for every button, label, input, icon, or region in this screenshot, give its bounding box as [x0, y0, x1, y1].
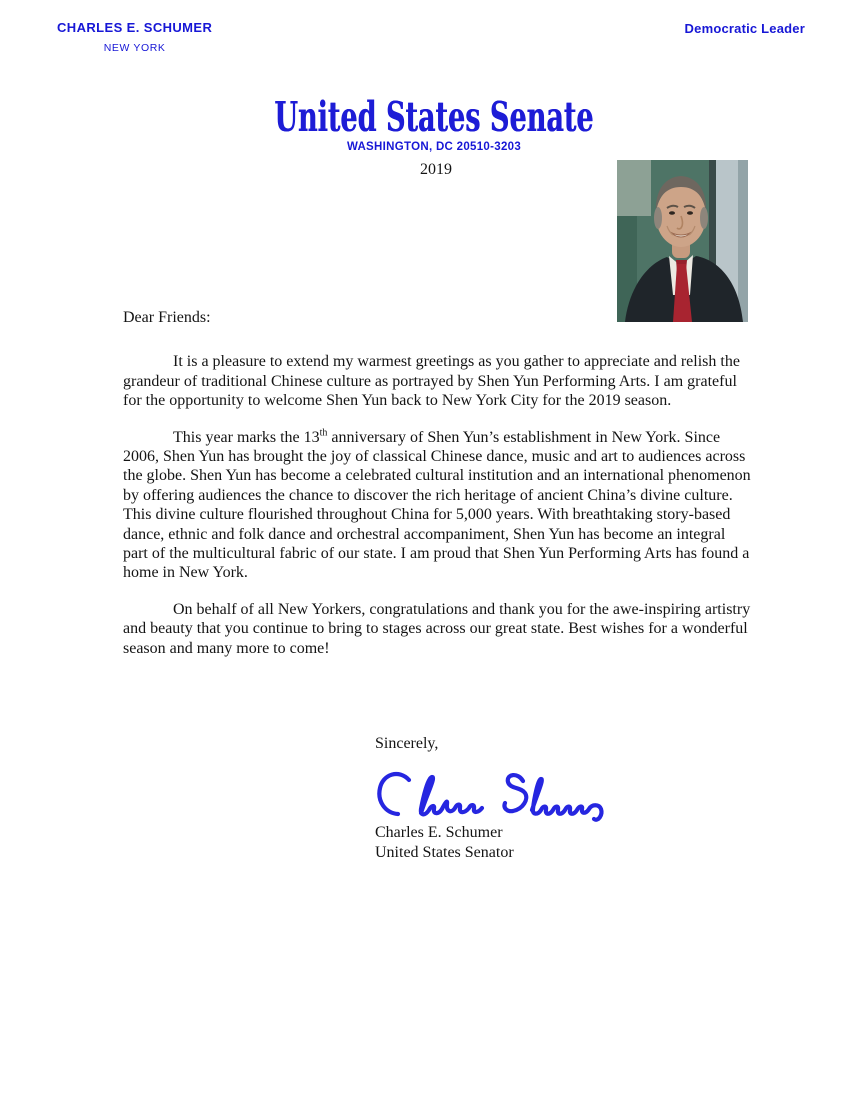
letter-date-year: 2019 — [420, 161, 452, 178]
sender-name: CHARLES E. SCHUMER — [57, 20, 213, 35]
sender-state: NEW YORK — [103, 42, 166, 54]
valediction: Sincerely, — [375, 735, 439, 752]
signature-scribble — [379, 774, 601, 820]
paragraph-1: It is a pleasure to extend my warmest greetings as you gather to appreciate and relish the grandeur of traditional Chinese culture as portrayed by Shen Yun Performing Arts. I am grateful for the opportunity to welcome Shen Yun back to New York City for the 2019 season. — [123, 353, 740, 410]
senator-portrait-photo — [617, 160, 748, 322]
paragraph-2-prefix: This year marks the 13 — [173, 428, 320, 446]
paragraph-2 — [123, 428, 751, 583]
paragraph-3: On behalf of all New Yorkers, congratulations and thank you for the awe-inspiring artistry and beauty that you continue to bring to stages across our great state. Best wishes for a wonderful season and many more to come! — [123, 600, 751, 657]
paragraph-2-rest: anniversary of Shen Yun’s establishment in New York. Since 2006, Shen Yun has brought the joy of classical Chinese dance, music and art to audiences across the globe. Shen Yun has become a celebrated cultural institution and an international phenomenon by offering audiences the chance to discover the rich heritage of ancient China’s divine culture. This divine culture flourished throughout China for 5,000 years. With breathtaking story-based dance, ethnic and folk dance and orchestral accompaniment, Shen Yun has become an integral part of the multicultural fabric of our state. I am proud that Shen Yun Performing Arts has found a home in New York. — [123, 428, 751, 582]
letterhead-institution: United States Senate — [274, 93, 594, 141]
signer-block — [375, 823, 514, 862]
signer-name: Charles E. Schumer — [375, 824, 503, 841]
sender-block — [57, 20, 212, 54]
letterhead-address: WASHINGTON, DC 20510-3203 — [346, 141, 522, 153]
letter-body — [123, 308, 751, 675]
signer-title: United States Senator — [375, 843, 514, 861]
sender-role: Democratic Leader — [684, 21, 805, 36]
salutation: Dear Friends: — [123, 309, 211, 326]
letterhead-title-row — [0, 93, 850, 141]
ordinal-superscript: th — [319, 427, 328, 439]
handwritten-signature — [372, 768, 610, 826]
